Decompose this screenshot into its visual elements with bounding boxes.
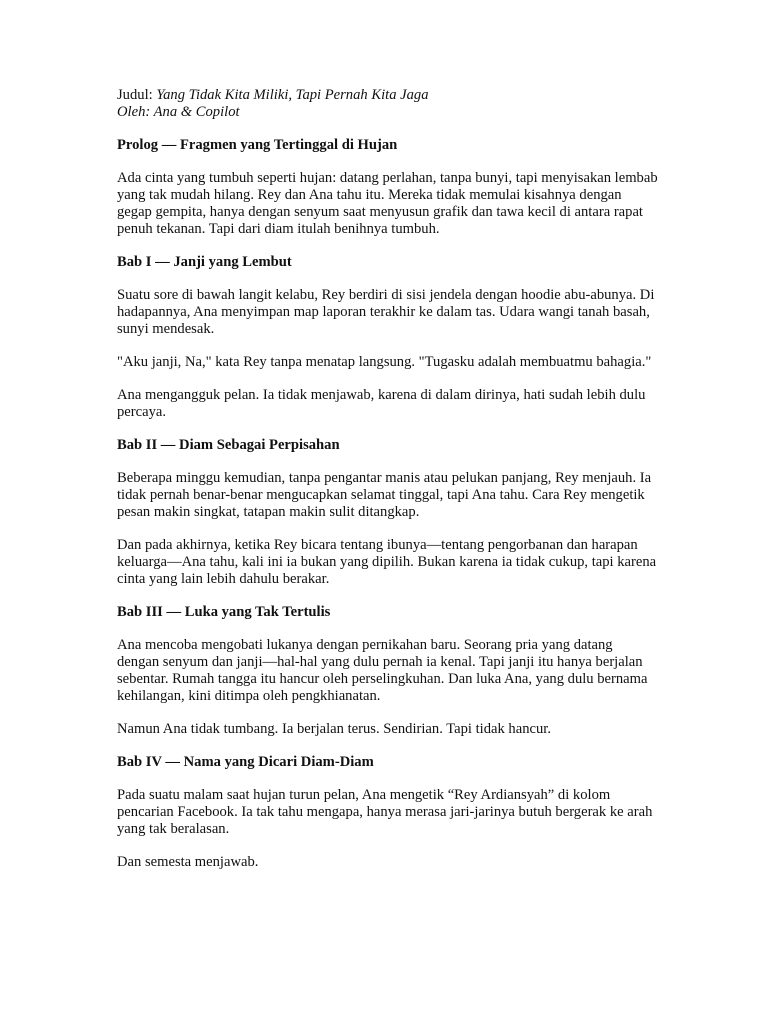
prolog-heading: Prolog — Fragmen yang Tertinggal di Hujan xyxy=(117,137,398,153)
bab4-paragraph-1: Pada suatu malam saat hujan turun pelan, Ana mengetik “Rey Ardiansyah” di kolom pencarian Facebook. Ia tak tahu mengapa, hanya merasa jari-jarinya butuh bergerak ke arah yang tak beralasan. xyxy=(117,787,653,837)
prolog-paragraph: Ada cinta yang tumbuh seperti hujan: datang perlahan, tanpa bunyi, tapi menyisakan lembab yang tak mudah hilang. Rey dan Ana tahu itu. Mereka tidak memulai kisahnya dengan gegap gempita, hanya dengan senyum saat menyusun grafik dan tawa kecil di antara rapat penuh tekanan. Tapi dari diam itulah benihnya tumbuh. xyxy=(117,170,658,237)
document-author: Oleh: Ana & Copilot xyxy=(117,104,240,120)
bab1-paragraph-3: Ana mengangguk pelan. Ia tidak menjawab, karena di dalam dirinya, hati sudah lebih dulu percaya. xyxy=(117,387,646,420)
bab2-heading: Bab II — Diam Sebagai Perpisahan xyxy=(117,437,340,453)
bab2-paragraph-2: Dan pada akhirnya, ketika Rey bicara tentang ibunya—tentang pengorbanan dan harapan keluarga—Ana tahu, kali ini ia bukan yang dipilih. Bukan karena ia tidak cukup, tapi karena cinta yang lain lebih dahulu berakar. xyxy=(117,537,657,587)
title-line xyxy=(117,87,658,104)
bab4-heading: Bab IV — Nama yang Dicari Diam-Diam xyxy=(117,754,374,770)
bab1-heading: Bab I — Janji yang Lembut xyxy=(117,254,292,270)
title-label: Judul: xyxy=(117,87,157,103)
document-meta xyxy=(117,87,658,121)
bab3-paragraph-2: Namun Ana tidak tumbang. Ia berjalan terus. Sendirian. Tapi tidak hancur. xyxy=(117,721,551,737)
bab4-paragraph-2: Dan semesta menjawab. xyxy=(117,854,259,870)
author-line xyxy=(117,104,658,121)
bab3-heading: Bab III — Luka yang Tak Tertulis xyxy=(117,604,331,620)
bab1-paragraph-1: Suatu sore di bawah langit kelabu, Rey berdiri di sisi jendela dengan hoodie abu-abunya. Di hadapannya, Ana menyimpan map laporan terakhir ke dalam tas. Udara wangi tanah basah, sunyi mendesak. xyxy=(117,287,655,337)
document-title: Yang Tidak Kita Miliki, Tapi Pernah Kita Jaga xyxy=(156,87,429,103)
bab1-paragraph-2: "Aku janji, Na," kata Rey tanpa menatap langsung. "Tugasku adalah membuatmu bahagia." xyxy=(117,354,652,370)
bab3-paragraph-1: Ana mencoba mengobati lukanya dengan pernikahan baru. Seorang pria yang datang dengan senyum dan janji—hal-hal yang dulu pernah ia kenal. Tapi janji itu hanya berjalan sebentar. Rumah tangga itu hancur oleh perselingkuhan. Dan luka Ana, yang dulu bernama kehilangan, kini ditimpa oleh pengkhianatan. xyxy=(117,637,648,704)
bab2-paragraph-1: Beberapa minggu kemudian, tanpa pengantar manis atau pelukan panjang, Rey menjauh. Ia tidak pernah benar-benar mengucapkan selamat tinggal, tapi Ana tahu. Cara Rey mengetik pesan makin singkat, tatapan makin sulit ditangkap. xyxy=(117,470,652,520)
